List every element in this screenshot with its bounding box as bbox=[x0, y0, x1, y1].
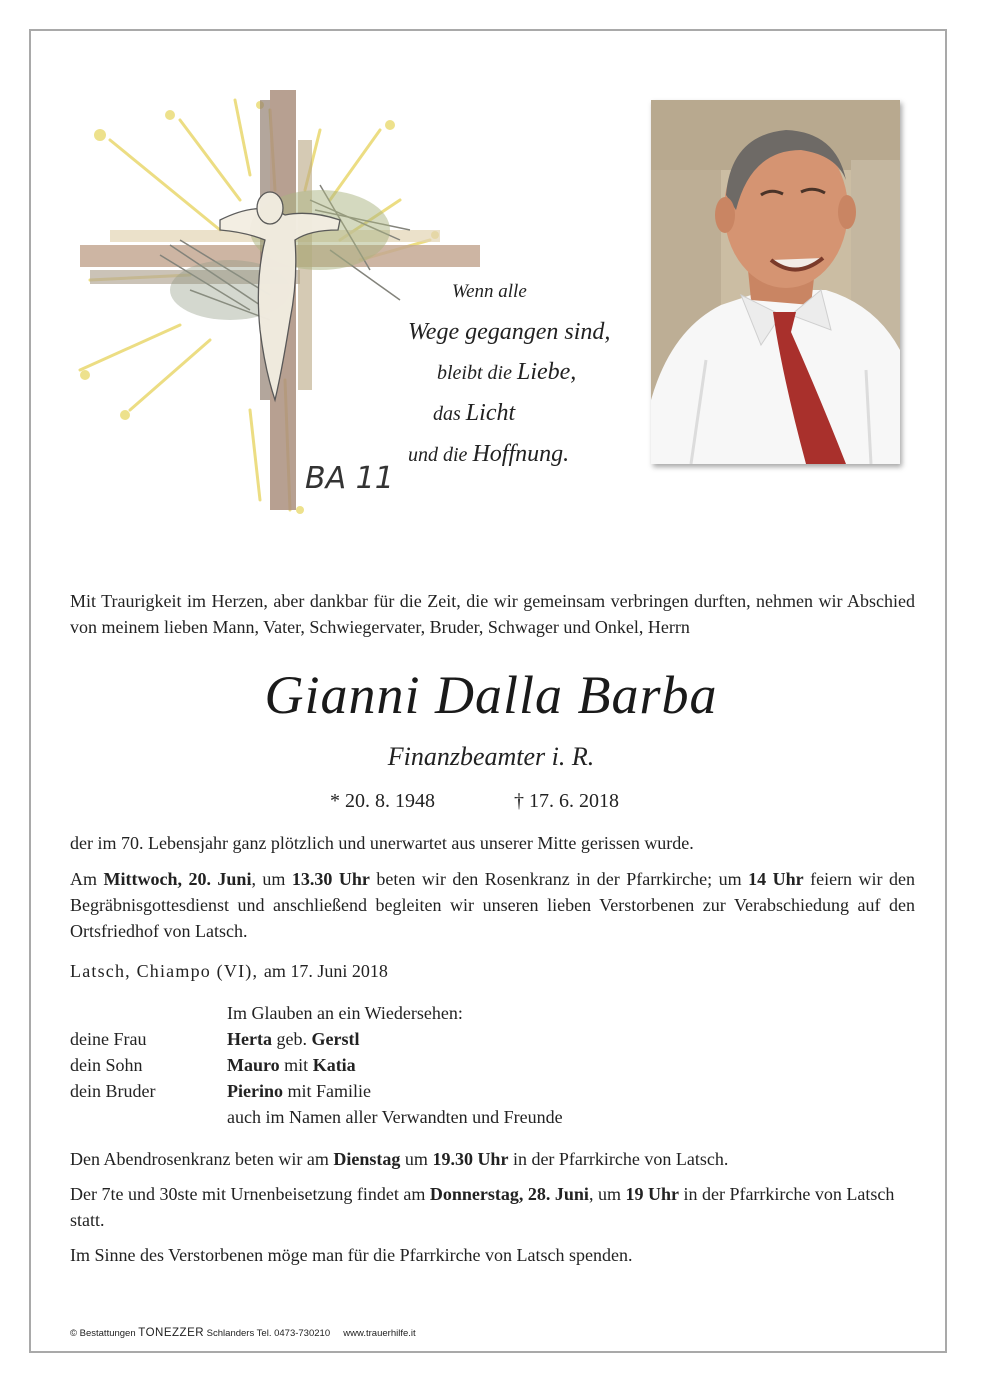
memorial-poem bbox=[400, 272, 620, 475]
poem-line-2: Wege gegangen sind, bbox=[408, 319, 611, 345]
urn-burial-text: Der 7te und 30ste mit Urnenbeisetzung findet am Donnerstag, 28. Juni, um 19 Uhr in der Pfarrkirche von Latsch statt. bbox=[70, 1184, 895, 1230]
funeral-details: Am Mittwoch, 20. Juni, um 13.30 Uhr beten wir den Rosenkranz in der Pfarrkirche; um 14 Uhr feiern wir den Begräbnisgottesdienst und anschließend begleiten wir unseren lieben Verstorbenen zur Verabschiedung auf den Ortsfriedhof von Latsch. bbox=[70, 869, 916, 941]
deceased-title: Finanzbeamter i. R. bbox=[387, 742, 595, 771]
place-and-date: Latsch, Chiampo (VI), am 17. Juni 2018 bbox=[70, 961, 388, 981]
birth-date: * 20. 8. 1948 bbox=[330, 790, 435, 812]
portrait-photo bbox=[651, 100, 900, 464]
poem-line-4: das Licht bbox=[433, 400, 516, 426]
family-heading: Im Glauben an ein Wiedersehen: bbox=[227, 1003, 463, 1023]
poem-line-1: Wenn alle bbox=[452, 281, 527, 302]
undertaker-footer: © Bestattungen TONEZZER Schlanders Tel. 0473-730210 www.trauerhilfe.it bbox=[70, 1327, 416, 1339]
sudden-death-text: der im 70. Lebensjahr ganz plötzlich und unerwartet aus unserer Mitte gerissen wurde. bbox=[70, 833, 694, 853]
poem-line-3: bleibt die Liebe, bbox=[437, 359, 577, 385]
family-closing: auch im Namen aller Verwandten und Freunde bbox=[227, 1107, 563, 1127]
life-dates bbox=[330, 790, 619, 813]
intro-text: Mit Traurigkeit im Herzen, aber dankbar für die Zeit, die wir gemeinsam verbringen durften, nehmen wir Abschied von meinem lieben Mann, Vater, Schwiegervater, Bruder, Schwager und Onkel, Herrn bbox=[70, 591, 915, 637]
donation-text: Im Sinne des Verstorbenen möge man für die Pfarrkirche von Latsch spenden. bbox=[70, 1245, 633, 1265]
poem-line-5: und die Hoffnung. bbox=[408, 441, 570, 467]
artist-signature: BA 11 bbox=[305, 461, 394, 496]
death-date: † 17. 6. 2018 bbox=[514, 790, 619, 812]
evening-rosary-text: Den Abendrosenkranz beten wir am Dienstag um 19.30 Uhr in der Pfarrkirche von Latsch. bbox=[70, 1149, 729, 1169]
deceased-name: Gianni Dalla Barba bbox=[264, 665, 718, 725]
